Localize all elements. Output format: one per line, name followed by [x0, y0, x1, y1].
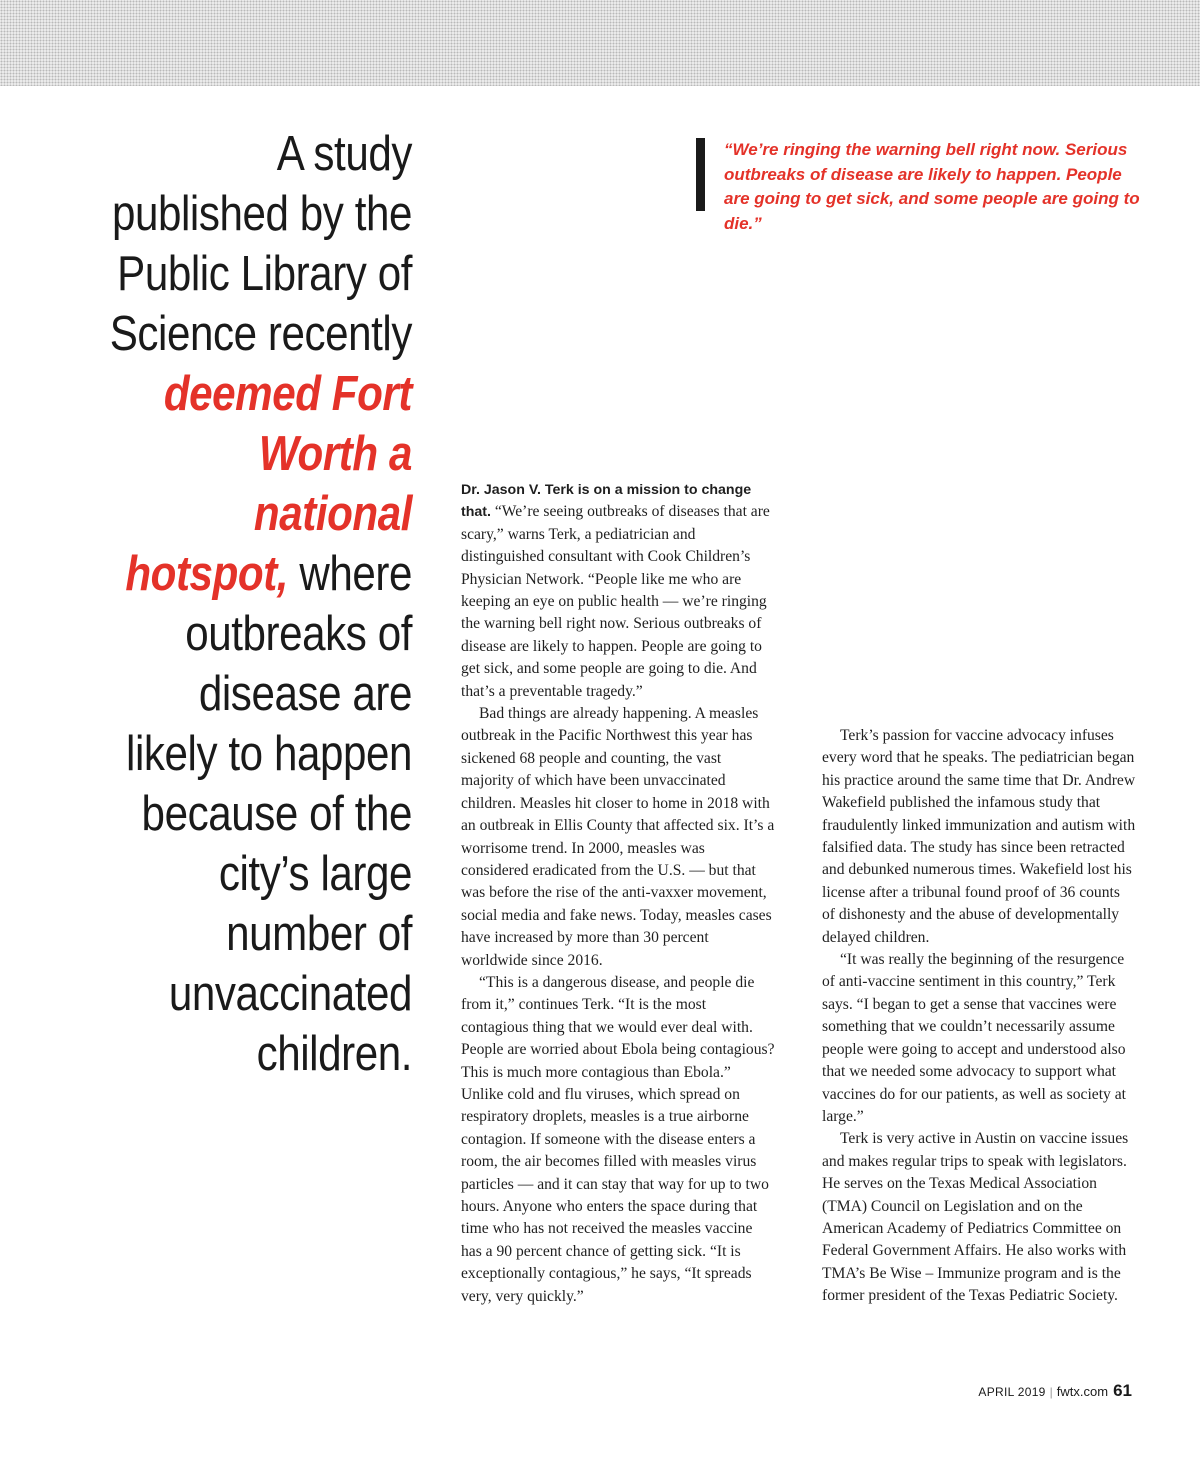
article-paragraph-text: “We’re seeing outbreaks of diseases that are scary,” warns Terk, a pediatrician and distinguished consultant with Cook Children’s Physician Network. “People like me who are keeping an eye on public health — we’re ringing the warning bell right now. Serious outbreaks of disease are likely to happen. People are going to get sick, and some people are going to die. And that’s a preventable tragedy.” [461, 503, 770, 700]
deck-headline [109, 124, 412, 1084]
deck-highlight: deemed Fort Worth a national hotspot, [125, 367, 412, 601]
deck-text-after: where outbreaks of disease are likely to happen because of the city’s large number of unvaccinated children. [126, 547, 412, 1081]
page-footer [900, 1381, 1132, 1401]
footer-separator: | [1049, 1385, 1053, 1399]
article-column-2 [822, 725, 1136, 1308]
article-paragraph: Terk’s passion for vaccine advocacy infuses every word that he speaks. The pediatrician began his practice around the same time that Dr. Andrew Wakefield published the infamous study that fraudulently linked immunization and autism with falsified data. The study has since been retracted and debunked numerous times. Wakefield lost his license after a tribunal found proof of 36 counts of dishonesty and the abuse of developmentally delayed children. [822, 727, 1136, 946]
halftone-header-band [0, 0, 1200, 86]
article-paragraph: Terk is very active in Austin on vaccine issues and makes regular trips to speak with legislators. He serves on the Texas Medical Association (TMA) Council on Legislation and on the American Academy of Pediatrics Committee on Federal Government Affairs. He also works with TMA’s Be Wise – Immunize program and is the former president of the Texas Pediatric Society. [822, 1130, 1129, 1305]
article-lead-in: Dr. Jason V. Terk is on a mission to change that. [461, 482, 752, 521]
article-paragraph: “It was really the beginning of the resurgence of anti-vaccine sentiment in this country,” Terk says. “I began to get a sense that vaccines were something that we couldn’t necessarily assume people were going to accept and understood also that we needed some advocacy to support what vaccines do for our patients, as well as society at large.” [822, 951, 1126, 1125]
pull-quote-text: “We’re ringing the warning bell right now. Serious outbreaks of disease are likely to happen. People are going to get sick, and some people are going to die.” [724, 140, 1140, 233]
pull-quote-bar [696, 138, 705, 211]
footer-date: APRIL 2019 [978, 1385, 1046, 1399]
article-column-1 [461, 479, 775, 1308]
deck-text-before: A study published by the Public Library of Science recently [109, 127, 412, 361]
footer-site: fwtx.com [1056, 1384, 1109, 1399]
article-paragraph: Bad things are already happening. A measles outbreak in the Pacific Northwest this year has sickened 68 people and counting, the vast majority of which have been unvaccinated children. Measles hit closer to home in 2018 with an outbreak in Ellis County that affected six. It’s a worrisome trend. In 2000, measles was considered eradicated from the U.S. — but that was before the rise of the anti-vaxxer movement, social media and fake news. Today, measles cases have increased by more than 30 percent worldwide since 2016. [461, 705, 775, 969]
page-number: 61 [1113, 1381, 1132, 1400]
article-paragraph: “This is a dangerous disease, and people die from it,” continues Terk. “It is the most contagious thing that we would ever deal with. People are worried about Ebola being contagious? This is much more contagious than Ebola.” Unlike cold and flu viruses, which spread on respiratory droplets, measles is a true airborne contagion. If someone with the disease enters a room, the air becomes filled with measles virus particles — and it can stay that way for up to two hours. Anyone who enters the space during that time who has not received the measles vaccine has a 90 percent chance of getting sick. “It is exceptionally contagious,” he says, “It spreads very, very quickly.” [461, 973, 775, 1305]
article-paragraph [461, 479, 775, 703]
